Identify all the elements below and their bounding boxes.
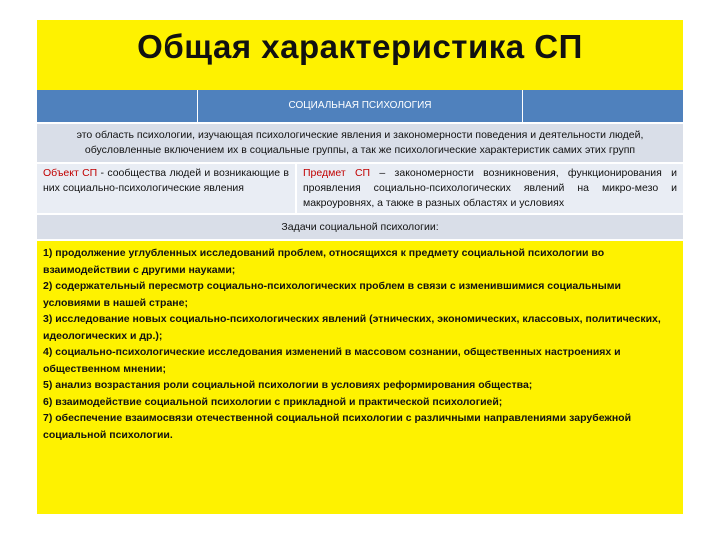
object-cell	[37, 164, 297, 213]
list-item: 6) взаимодействие социальной психологии с прикладной и практической психологией;	[43, 395, 503, 408]
subject-text: – закономерности возникновения, функционирования и проявления социально-психологических явлений на микро-мезо и макроуровнях, а также в разных областях и условиях	[303, 167, 677, 209]
object-subject-row	[37, 164, 683, 215]
list-item: 1) продолжение углубленных исследований проблем, относящихся к предмету социальной психологии во взаимодействии с другими науками;	[43, 247, 605, 276]
list-item: 2) содержательный пересмотр социально-психологических проблем в связи с изменившимися социальными условиями в нашей стране;	[43, 280, 621, 309]
object-label: Объект СП	[43, 167, 98, 179]
subject-cell	[297, 164, 683, 213]
table-header-label: СОЦИАЛЬНАЯ ПСИХОЛОГИЯ	[198, 90, 523, 122]
table-header-row	[37, 90, 683, 124]
header-cell-right	[523, 90, 683, 122]
subject-label: Предмет СП	[303, 167, 371, 179]
tasks-list	[37, 241, 683, 447]
characteristics-table	[37, 90, 683, 447]
list-item: 5) анализ возрастания роли социальной психологии в условиях реформирования общества;	[43, 379, 533, 391]
object-text: - сообщества людей и возникающие в них социально-психологические явления	[43, 167, 289, 194]
definition-row: это область психологии, изучающая психологические явления и закономерности поведения и деятельности людей, обусловленные включением их в социальные группы, а так же психологические характеристик самих этих групп	[37, 124, 683, 164]
list-item: 4) социально-психологические исследования изменений в массовом сознании, общественных настроениях и общественном мнении;	[43, 346, 621, 375]
list-item: 3) исследование новых социально-психологических явлений (этнических, экономических, классовых, политических, идеологических и др.);	[43, 313, 661, 342]
header-cell-left	[37, 90, 198, 122]
tasks-heading: Задачи социальной психологии:	[37, 215, 683, 241]
slide-title: Общая характеристика СП	[137, 28, 583, 65]
list-item: 7) обеспечение взаимосвязи отечественной социальной психологии с различными направлениями зарубежной социальной психологии.	[43, 412, 632, 441]
